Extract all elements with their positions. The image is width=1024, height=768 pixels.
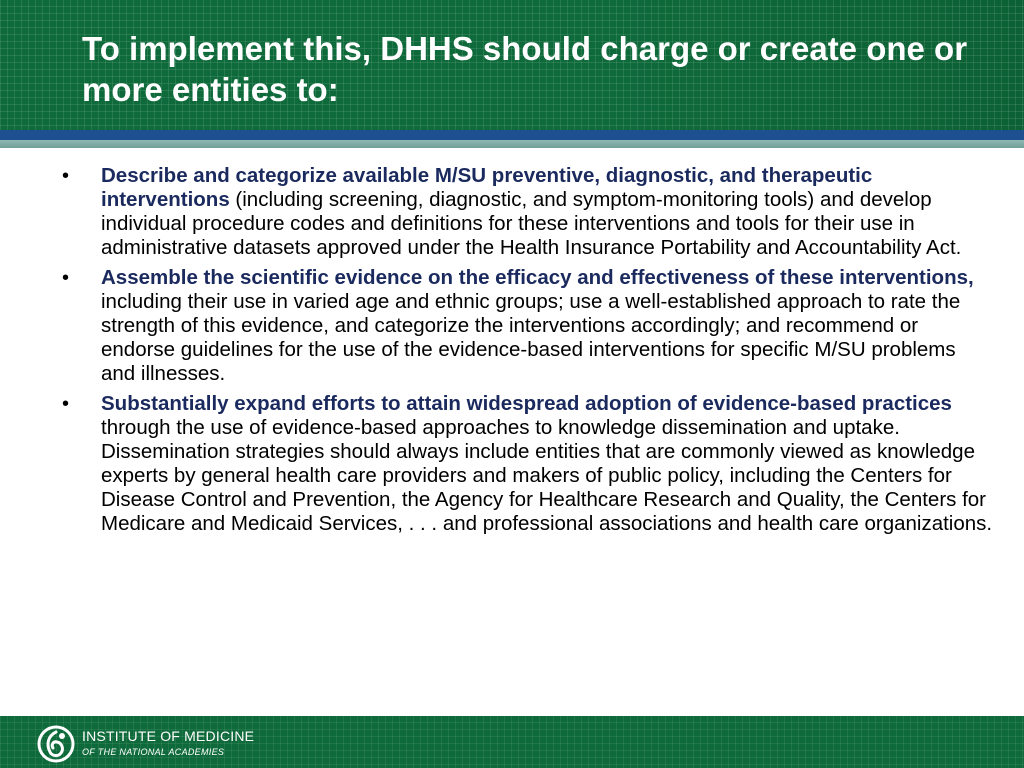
bullet-item — [60, 266, 995, 386]
iom-logo-icon — [36, 724, 76, 764]
footer-org-subtitle: OF THE NATIONAL ACADEMIES — [82, 747, 225, 757]
bullet-text: through the use of evidence-based approaches to knowledge dissemination and uptake. Dissemination strategies should always include entities that are commonly viewed as knowledge experts by general health care providers and makers of public policy, including the Centers for Disease Control and Prevention, the Agency for Healthcare Research and Quality, the Centers for Medicare and Medicaid Services, . . . and professional associations and health care organizations. — [101, 416, 993, 535]
bullet-dot-icon: • — [62, 165, 70, 187]
header-stripe-teal — [0, 140, 1024, 148]
bullet-item — [60, 392, 995, 536]
header-stripe-blue — [0, 130, 1024, 140]
bullet-list — [60, 164, 995, 542]
slide-title: To implement this, DHHS should charge or create one or more entities to: — [82, 30, 968, 108]
bullet-heading: Substantially expand efforts to attain widespread adoption of evidence-based practices — [101, 392, 952, 415]
bullet-dot-icon: • — [62, 267, 70, 289]
bullet-heading: Assemble the scientific evidence on the efficacy and effectiveness of these interventions, — [101, 266, 974, 289]
bullet-item — [60, 164, 995, 260]
bullet-dot-icon: • — [62, 393, 70, 415]
footer-org-name: INSTITUTE OF MEDICINE — [82, 728, 255, 744]
bullet-text: including their use in varied age and ethnic groups; use a well-established approach to rate the strength of this evidence, and categorize the interventions accordingly; and recommend or endorse guidelines for the use of the evidence-based interventions for specific M/SU problems and illnesses. — [101, 290, 961, 385]
bullet-text: (including screening, diagnostic, and symptom-monitoring tools) and develop individual procedure codes and definitions for these interventions and tools for their use in administrative datasets approved under the Health Insurance Portability and Accountability Act. — [101, 188, 962, 259]
bullet-heading: Describe and categorize available M/SU preventive, diagnostic, and therapeutic interventions — [101, 164, 873, 211]
